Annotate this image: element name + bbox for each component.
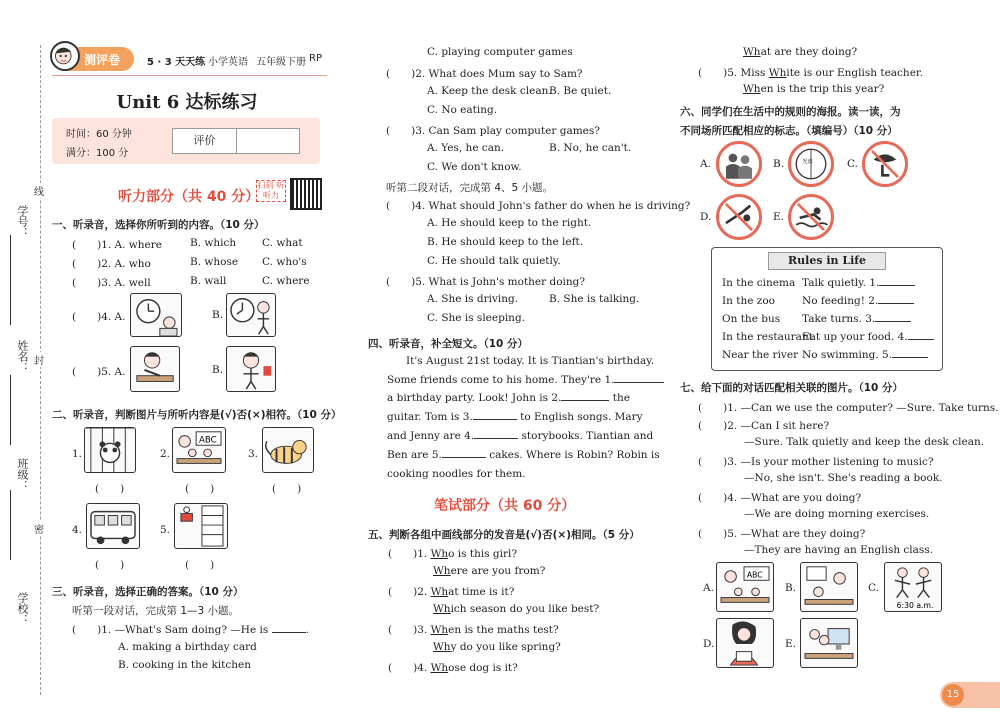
s4-line-2-text: Some friends come to his home. They're <box>387 374 602 386</box>
s1-q3-b: B. wall <box>190 275 227 287</box>
s5-q1-line2 <box>433 565 545 577</box>
s5-q3-line2 <box>433 641 561 653</box>
s3-intro-2: 听第二段对话，完成第 4、5 小题。 <box>386 182 554 194</box>
s7-image-a <box>716 562 774 612</box>
header-rule <box>52 75 327 76</box>
s2-num-1: 1. <box>72 448 83 460</box>
s1-q5-b-image <box>226 346 276 392</box>
s3-q5-c: C. She is sleeping. <box>427 312 526 324</box>
s7-label-c: C. <box>868 582 879 594</box>
s3-q1-blank[interactable] <box>272 632 306 633</box>
s3-q4-c: C. He should talk quietly. <box>427 255 561 267</box>
s5-q2-w2-rest: ich season do you like best? <box>450 603 600 615</box>
rule-place-3: On the bus <box>722 313 781 325</box>
s4-line-5 <box>387 430 653 442</box>
rule-text-2-label: No feeding! 2. <box>802 295 879 307</box>
s1-q1-c: C. what <box>262 237 303 249</box>
s1-q5-a-image <box>130 346 180 392</box>
name-line <box>10 375 11 445</box>
mascot-icon <box>50 41 80 71</box>
rule-blank-5[interactable] <box>892 357 928 358</box>
s1-q5-b-label: B. <box>212 364 224 376</box>
s7-q4: ( )4. —What are you doing? <box>698 492 862 504</box>
s3-q3-b: B. No, he can't. <box>549 142 632 154</box>
s4-blank-5[interactable] <box>442 457 486 458</box>
s2-num-4: 4. <box>72 524 83 536</box>
s4-blank-2[interactable] <box>561 400 609 401</box>
s1-q4: ( )4. A. <box>72 311 126 323</box>
s3-q3-a: A. Yes, he can. <box>427 142 505 154</box>
s2-image-2-abc: ABC <box>199 435 217 446</box>
s5-q4-w1-rest: ose dog is it? <box>448 662 518 674</box>
s7-image-a-abc: ABC <box>746 570 763 580</box>
s2-paren-2: ( ) <box>185 483 215 495</box>
s1-q2-c: C. who's <box>262 256 307 268</box>
header-series: 5 · 3 天天练 <box>147 57 206 68</box>
s5-q5-w2-under: Wh <box>743 83 761 95</box>
s5-q2 <box>388 584 514 599</box>
school-label: 学校： <box>16 592 29 625</box>
s7-q5-reply: —They are having an English class. <box>744 544 934 556</box>
sign-b-clean-plate-icon <box>788 141 834 187</box>
s7-label-d: D. <box>703 638 715 650</box>
rule-place-1: In the cinema <box>722 277 796 289</box>
sign-a-quiet-icon <box>716 141 762 187</box>
s5-q5-w1-under: Wh <box>768 67 787 79</box>
s5-q2-num: ( )2. <box>388 586 428 598</box>
s7-q5: ( )5. —What are they doing? <box>698 528 866 540</box>
s4-blank-3[interactable] <box>473 419 517 420</box>
s5-q5-num: ( )5. Miss <box>698 67 766 79</box>
s6-label-d: D. <box>700 211 712 223</box>
s5-q2-line2 <box>433 603 599 615</box>
seal-char: 封 <box>34 352 44 367</box>
qr-text: 扫码 听听力 <box>257 181 285 200</box>
header-grade: 五年级下册 <box>256 57 306 68</box>
s4-line-5-text: and Jenny are <box>387 430 461 442</box>
s5-title: 五、判断各组中画线部分的发音是(√)否(×)相同。（5 分） <box>368 529 640 541</box>
s5-q4-num: ( )4. <box>388 662 428 674</box>
class-label: 班级： <box>16 458 29 491</box>
info-box <box>52 118 320 164</box>
name-label: 姓名： <box>16 340 29 373</box>
s5-q1-w2-under: Wh <box>433 565 451 577</box>
badge <box>52 47 134 71</box>
s4-line-4-tail: to English songs. Mary <box>520 411 643 423</box>
s5-q2-w1-under: Wh <box>430 586 449 598</box>
s5-q1-num: ( )1. <box>388 548 428 560</box>
s7-q4-reply: —We are doing morning exercises. <box>744 508 930 520</box>
s1-q1-b: B. which <box>190 237 237 249</box>
s3-intro-1: 听第一段对话，完成第 1—3 小题。 <box>72 605 240 617</box>
s7-label-a: A. <box>703 582 714 594</box>
s7-q1: ( )1. —Can we use the computer? —Sure. Take turns. <box>698 402 999 414</box>
rule-place-5: Near the river <box>722 349 799 361</box>
s4-blank-3-num: 3. <box>462 411 473 423</box>
s5-q4-line2 <box>743 46 857 58</box>
s5-q4-w1-under: Wh <box>430 662 449 674</box>
s1-q2-b: B. whose <box>190 256 239 268</box>
s5-q4-w2-rest: at are they doing? <box>760 46 858 58</box>
rule-text-1 <box>802 277 915 289</box>
s5-q3 <box>388 622 559 637</box>
rating-label: 评价 <box>173 129 237 153</box>
cut-line-char: 线 <box>34 183 44 198</box>
rule-text-3 <box>802 313 911 325</box>
s7-image-e <box>800 618 858 668</box>
page-title: Unit 6 达标练习 <box>116 92 258 113</box>
student-no-label: 学号： <box>16 205 29 238</box>
s4-line-4-text: guitar. Tom is <box>387 411 460 423</box>
page-tab <box>940 682 1000 708</box>
s2-paren-4: ( ) <box>95 559 125 571</box>
s4-blank-5-num: 5. <box>431 449 442 461</box>
s3-q1-c: C. playing computer games <box>427 46 573 58</box>
s5-q4 <box>388 660 518 675</box>
s3-q2-b: B. Be quiet. <box>549 85 612 97</box>
s6-label-b: B. <box>773 158 785 170</box>
s3-q4-b: B. He should keep to the left. <box>427 236 584 248</box>
s2-num-3: 3. <box>248 448 259 460</box>
s2-image-3 <box>262 427 314 473</box>
s3-q3-c: C. We don't know. <box>427 161 522 173</box>
s7-q3-reply: —No, she isn't. She's reading a book. <box>744 472 943 484</box>
s3-q2-c: C. No eating. <box>427 104 498 116</box>
s4-title: 四、听录音，补全短文。（10 分） <box>368 338 529 350</box>
s6-label-a: A. <box>700 158 711 170</box>
s2-paren-1: ( ) <box>95 483 125 495</box>
s1-q3-c: C. where <box>262 275 310 287</box>
s3-q5-b: B. She is talking. <box>549 293 640 305</box>
class-line <box>10 490 11 560</box>
s1-q2: ( )2. A. who <box>72 258 151 270</box>
s3-q4-a: A. He should keep to the right. <box>427 217 592 229</box>
s7-label-e: E. <box>785 638 797 650</box>
s4-line-3-tail: the <box>612 392 630 404</box>
s3-q2: ( )2. What does Mum say to Sam? <box>386 68 583 80</box>
rule-place-4: In the restaurant <box>722 331 813 343</box>
s4-blank-4[interactable] <box>474 438 518 439</box>
s4-line-6 <box>387 449 660 461</box>
s2-image-2 <box>172 427 226 473</box>
rule-text-4-label: Eat up your food. 4. <box>802 331 908 343</box>
s7-image-c <box>884 562 942 612</box>
sign-e-no-swimming-icon <box>788 194 834 240</box>
sign-d-take-turns-icon <box>716 194 762 240</box>
s6-title-1: 六、同学们在生活中的规则的海报。读一读，为 <box>680 106 901 118</box>
rules-board-title: Rules in Life <box>768 252 886 270</box>
s6-label-c: C. <box>847 158 858 170</box>
s5-q3-num: ( )3. <box>388 624 428 636</box>
s5-q5-w1-rest: ite is our English teacher. <box>786 67 924 79</box>
s1-q4-a-image <box>130 293 182 337</box>
s4-line-2 <box>387 374 664 386</box>
s1-q4-b-image <box>226 293 276 337</box>
s3-q4: ( )4. What should John's father do when he is driving? <box>386 200 691 212</box>
s4-blank-1-num: 1. <box>604 374 615 386</box>
s4-line-5-tail: storybooks. Tiantian and <box>521 430 654 442</box>
s7-title: 七、给下面的对话匹配相关联的图片。（10 分） <box>680 382 904 394</box>
s6-label-e: E. <box>773 211 785 223</box>
header-subject: 小学英语 <box>208 57 248 68</box>
s4-line-4 <box>387 411 643 423</box>
time-label: 时间：60 分钟 <box>66 129 132 140</box>
rating-box <box>172 128 300 154</box>
s7-q2-reply: —Sure. Talk quietly and keep the desk clean. <box>744 436 985 448</box>
rule-text-5 <box>802 349 928 361</box>
rule-blank-3[interactable] <box>875 321 911 322</box>
rule-blank-1[interactable] <box>879 285 915 286</box>
s1-title: 一、听录音，选择你所听到的内容。（10 分） <box>52 219 265 231</box>
s2-title: 二、听录音，判断图片与所听内容是(√)否(×)相符。（10 分） <box>52 409 342 421</box>
s4-line-1: It's August 21st today. It is Tiantian's birthday. <box>406 355 655 367</box>
s1-q1: ( )1. A. where <box>72 239 163 251</box>
s5-q4-w2-under: Wh <box>743 46 761 58</box>
s5-q3-w2-rest: y do you like spring? <box>450 641 561 653</box>
s5-q1-w1-rest: o is this girl? <box>448 548 518 560</box>
s3-q1: ( )1. —What's Sam doing? —He is . <box>72 624 309 636</box>
s2-image-5 <box>174 503 228 549</box>
page-number: 15 <box>942 684 964 706</box>
rule-blank-2[interactable] <box>878 303 914 304</box>
s5-q3-w1-rest: en is the maths test? <box>448 624 559 636</box>
qr-code[interactable] <box>290 178 322 210</box>
s5-q5 <box>698 65 923 80</box>
s7-image-d <box>716 618 774 668</box>
s5-q1-w1-under: Wh <box>430 548 449 560</box>
s2-paren-3: ( ) <box>272 483 302 495</box>
s2-num-2: 2. <box>160 448 171 460</box>
rule-blank-4[interactable] <box>908 339 934 340</box>
s5-q3-w1-under: Wh <box>430 624 449 636</box>
s4-line-3 <box>387 392 630 404</box>
s2-num-5: 5. <box>160 524 171 536</box>
s5-q5-w2-rest: en is the trip this year? <box>760 83 885 95</box>
s7-image-c-time: 6:30 a.m. <box>896 601 934 611</box>
header-edition: RP <box>309 53 322 64</box>
s5-q2-w2-under: Wh <box>433 603 451 615</box>
s3-q1-b: B. cooking in the kitchen <box>118 659 252 671</box>
s7-q3: ( )3. —Is your mother listening to music? <box>698 456 934 468</box>
rule-text-1-label: Talk quietly. 1. <box>802 277 880 289</box>
badge-label: 测评卷 <box>84 53 121 67</box>
rule-text-4 <box>802 331 934 343</box>
s7-label-b: B. <box>785 582 797 594</box>
s2-paren-5: ( ) <box>185 559 215 571</box>
listening-header: 听力部分（共 40 分） <box>118 189 260 205</box>
s3-q2-a: A. Keep the desk clean. <box>427 85 552 97</box>
s4-line-6-text: Ben are <box>387 449 429 461</box>
s4-line-6-tail: cakes. Where is Robin? Robin is <box>489 449 660 461</box>
rule-text-2 <box>802 295 914 307</box>
s7-q2: ( )2. —Can I sit here? <box>698 420 830 432</box>
s5-q2-w1-rest: at time is it? <box>448 586 515 598</box>
s1-q4-b-label: B. <box>212 309 224 321</box>
sign-c-no-feeding-icon <box>862 141 908 187</box>
s1-q3: ( )3. A. well <box>72 277 151 289</box>
s7-image-b <box>800 562 858 612</box>
s4-line-3-text: a birthday party. Look! John is <box>387 392 549 404</box>
s5-q3-w2-under: Wh <box>433 641 451 653</box>
s3-q3: ( )3. Can Sam play computer games? <box>386 125 600 137</box>
s5-q1-w2-rest: ere are you from? <box>450 565 546 577</box>
student-no-line <box>10 235 11 325</box>
s3-q5: ( )5. What is John's mother doing? <box>386 276 586 288</box>
rule-place-2: In the zoo <box>722 295 775 307</box>
sign-b-text: 光盘 <box>802 159 813 166</box>
s5-q1 <box>388 546 517 561</box>
s3-title: 三、听录音，选择正确的答案。（10 分） <box>52 586 244 598</box>
written-header: 笔试部分（共 60 分） <box>434 498 576 514</box>
binding-line <box>40 45 41 695</box>
s2-image-4 <box>86 503 140 549</box>
close-char: 密 <box>34 521 44 536</box>
s4-blank-2-num: 2. <box>551 392 562 404</box>
s4-blank-4-num: 4. <box>464 430 475 442</box>
s2-image-1 <box>84 427 136 473</box>
score-label: 满分：100 分 <box>66 148 129 159</box>
s4-last-line: cooking noodles for them. <box>387 468 526 480</box>
s4-blank-1[interactable] <box>614 382 664 383</box>
rule-text-5-label: No swimming. 5. <box>802 349 893 361</box>
s3-q5-a: A. She is driving. <box>427 293 519 305</box>
s3-q1-a: A. making a birthday card <box>118 641 257 653</box>
s5-q5-line2 <box>743 83 884 95</box>
s3-q1-text: ( )1. —What's Sam doing? —He is <box>72 624 269 636</box>
rule-text-3-label: Take turns. 3. <box>802 313 876 325</box>
s6-title-2: 不同场所匹配相应的标志。（填编号）（10 分） <box>680 125 898 137</box>
s1-q5: ( )5. A. <box>72 366 126 378</box>
